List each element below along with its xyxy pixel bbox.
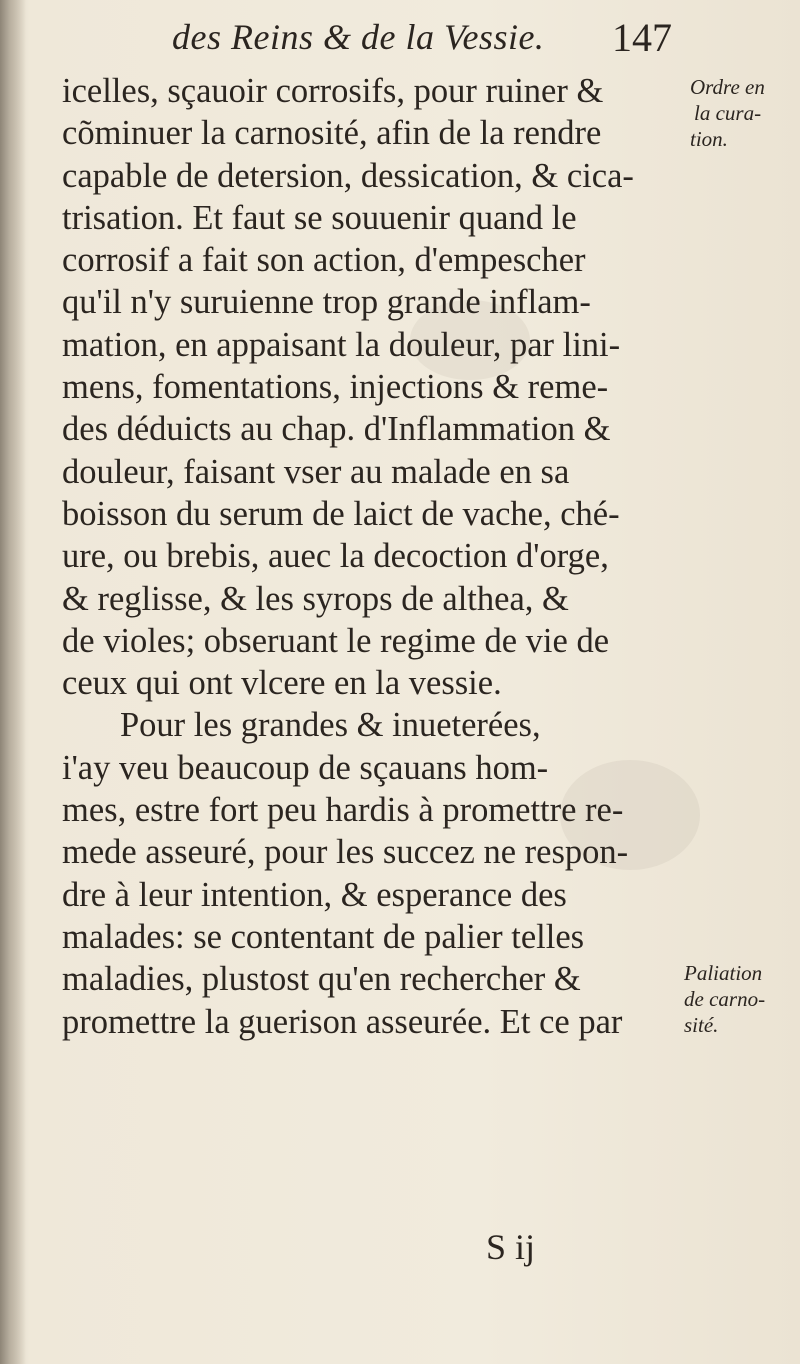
margin-note-line: la cura- [694, 101, 762, 125]
binding-gutter [0, 0, 26, 1364]
margin-note-line: Ordre en [690, 75, 765, 99]
text-line: mation, en appaisant la douleur, par lini- [62, 325, 621, 364]
text-line: & reglisse, & les syrops de althea, & [62, 579, 569, 618]
signature-mark: S ij [486, 1227, 536, 1267]
text-line: ure, ou brebis, auec la decoction d'orge, [62, 537, 609, 576]
text-line: i'ay veu beaucoup de sçauans hom- [62, 748, 549, 787]
page-header [60, 14, 700, 62]
text-line: corrosif a fait son action, d'empescher [62, 241, 586, 280]
margin-note-palliation [684, 960, 765, 1038]
text-line: cõminuer la carnosité, afin de la rendre [62, 114, 602, 153]
text-line: qu'il n'y suruienne trop grande inflam- [62, 283, 591, 322]
text-line: boisson du serum de laict de vache, ché- [62, 494, 620, 533]
text-line: capable de detersion, dessication, & cica- [62, 156, 634, 195]
margin-note-line: sité. [684, 1013, 719, 1037]
margin-note-line: de carno- [684, 987, 766, 1011]
text-line: ceux qui ont vlcere en la vessie. [62, 664, 502, 703]
paragraph-start-line: Pour les grandes & inueterées, [120, 706, 541, 745]
text-line: mens, fomentations, injections & reme- [62, 368, 609, 407]
text-line: mes, estre fort peu hardis à promettre re- [62, 791, 624, 830]
text-line: trisation. Et faut se souuenir quand le [62, 198, 577, 237]
text-line: des déduicts au chap. d'Inflammation & [62, 410, 611, 449]
text-line: malades: se contentant de palier telles [62, 917, 585, 956]
margin-note-line: Paliation [684, 961, 763, 985]
text-line: maladies, plustost qu'en rechercher & [62, 960, 581, 999]
body-text [62, 70, 682, 1043]
text-line: de violes; obseruant le regime de vie de [62, 621, 610, 660]
page-number: 147 [612, 15, 672, 60]
text-line: promettre la guerison asseurée. Et ce par [62, 1002, 623, 1041]
text-line: icelles, sçauoir corrosifs, pour ruiner & [62, 72, 604, 110]
margin-note-cure-order [690, 74, 765, 152]
running-head: des Reins & de la Vessie. [172, 17, 545, 57]
text-line: dre à leur intention, & esperance des [62, 875, 567, 914]
text-line: mede asseuré, pour les succez ne respon- [62, 833, 629, 872]
text-line: douleur, faisant vser au malade en sa [62, 452, 570, 491]
margin-note-line: tion. [690, 127, 728, 151]
